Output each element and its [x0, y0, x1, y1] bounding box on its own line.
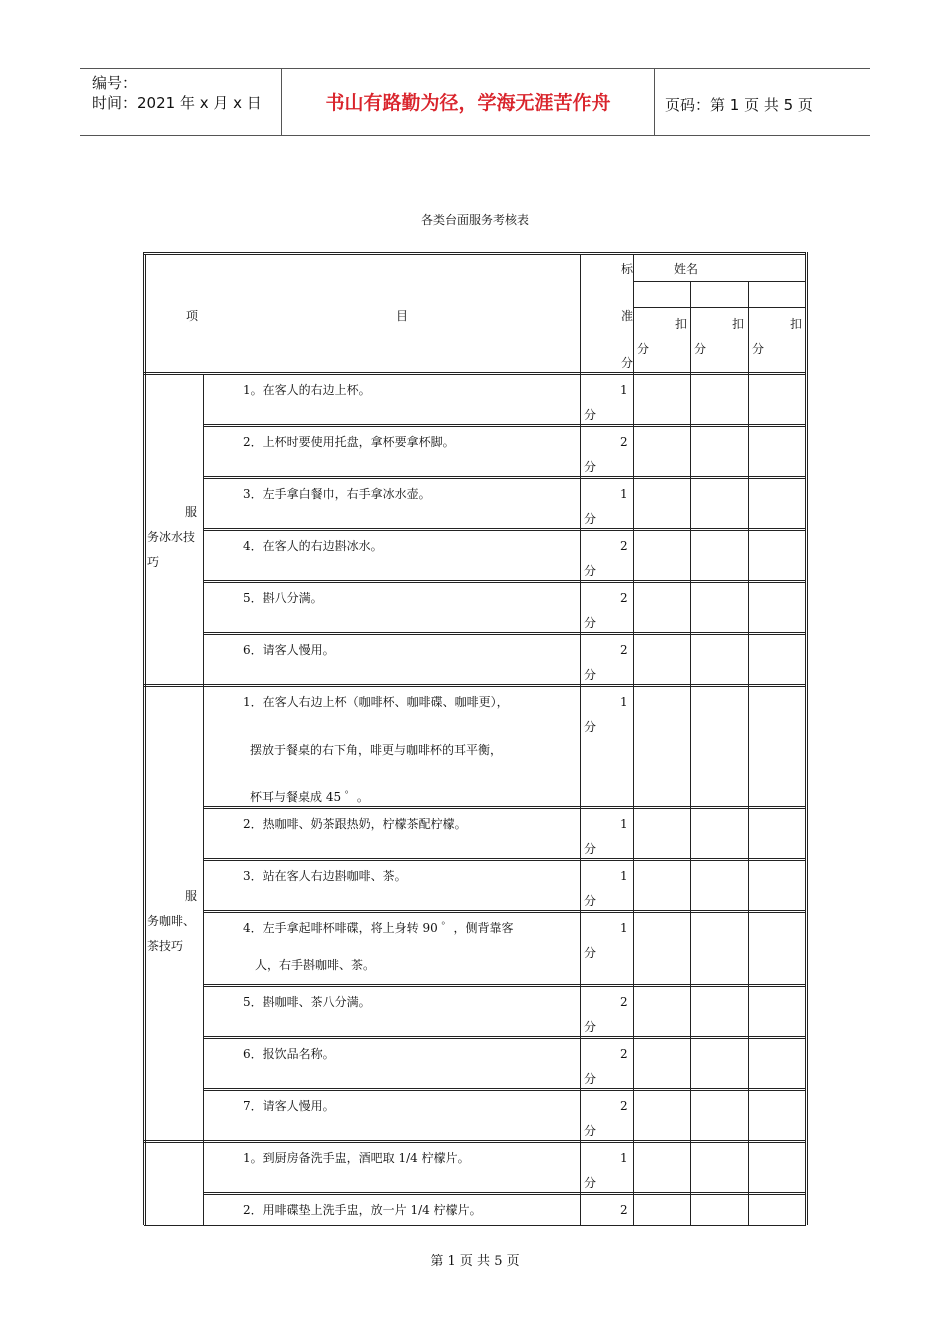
- header-bottom-line-2: [144, 374, 806, 375]
- criterion-text: 1．在客人右边上杯（咖啡杯、咖啡碟、咖啡更），: [243, 695, 509, 709]
- row-divider-name1: [633, 582, 634, 634]
- header-top-rule: [80, 68, 870, 69]
- header-divider-std: [580, 254, 581, 374]
- row-divider-name2: [690, 686, 691, 808]
- name-subrow-line-2: [633, 307, 806, 308]
- time-label: 时间：2021 年 x 月 x 日: [92, 94, 262, 112]
- standard-score: 1: [620, 695, 628, 709]
- section-name-line-2: 务冰水技: [147, 530, 196, 544]
- row-divider-std: [580, 478, 581, 530]
- row-divider-name3: [748, 582, 749, 634]
- row-divider-name1: [633, 374, 634, 426]
- header-divider-name: [633, 254, 634, 374]
- row-divider-name3: [748, 426, 749, 478]
- header-bottom-rule: [80, 135, 870, 136]
- standard-score: 1: [620, 487, 628, 501]
- criterion-text: 4．在客人的右边斟冰水。: [243, 539, 383, 553]
- row-divider-item: [203, 1038, 204, 1090]
- row-line-2: [203, 1090, 806, 1091]
- row-divider-item: [203, 374, 204, 426]
- standard-score: 2: [620, 995, 628, 1009]
- row-divider-name1: [633, 986, 634, 1038]
- section-name-line-1: 服: [185, 889, 198, 903]
- standard-score: 1: [620, 383, 628, 397]
- header-item: 项: [186, 309, 199, 323]
- row-divider-std: [580, 582, 581, 634]
- header-divider-col2: [690, 281, 691, 374]
- header-deduct-top-1: 扣: [675, 317, 688, 331]
- row-divider-std: [580, 1194, 581, 1225]
- row-line: [203, 806, 806, 807]
- standard-score: 1: [620, 817, 628, 831]
- row-divider-name1: [633, 1090, 634, 1142]
- standard-score-unit: 分: [584, 1020, 597, 1034]
- row-divider-name3: [748, 634, 749, 686]
- header-target: 目: [396, 309, 409, 323]
- row-divider-item: [203, 1142, 204, 1194]
- criterion-text: 2．热咖啡、奶茶跟热奶，柠檬茶配柠檬。: [243, 817, 467, 831]
- header-bottom-line: [144, 372, 806, 373]
- header-divider-col3: [748, 281, 749, 374]
- row-divider-item: [203, 478, 204, 530]
- row-divider-name1: [633, 686, 634, 808]
- criterion-text: 7．请客人慢用。: [243, 1099, 335, 1113]
- row-line-2: [203, 582, 806, 583]
- criterion-text: 2．上杯时要使用托盘，拿杯要拿杯脚。: [243, 435, 455, 449]
- row-line: [203, 632, 806, 633]
- header-name: 姓名: [674, 262, 699, 276]
- row-divider-std: [580, 634, 581, 686]
- header-std-2: 准: [621, 309, 634, 323]
- row-divider-name3: [748, 1142, 749, 1194]
- standard-score-unit: 分: [584, 946, 597, 960]
- row-divider-name3: [748, 374, 749, 426]
- row-divider-name1: [633, 860, 634, 912]
- criterion-text: 3．站在客人右边斟咖啡、茶。: [243, 869, 407, 883]
- criterion-text-line-2: 摆放于餐桌的右下角，啡更与咖啡杯的耳平衡，: [250, 743, 503, 757]
- row-divider-name1: [633, 634, 634, 686]
- row-divider-item: [203, 912, 204, 986]
- row-divider-std: [580, 1090, 581, 1142]
- row-divider-name3: [748, 986, 749, 1038]
- row-divider-name3: [748, 1090, 749, 1142]
- row-line-2: [203, 1038, 806, 1039]
- table-border-left: [145, 254, 146, 1225]
- row-line-2: [203, 634, 806, 635]
- row-divider-name1: [633, 530, 634, 582]
- row-divider-name3: [748, 860, 749, 912]
- row-line-2: [203, 530, 806, 531]
- row-line-2: [203, 986, 806, 987]
- row-divider-name2: [690, 582, 691, 634]
- standard-score-unit: 分: [584, 1124, 597, 1138]
- row-divider-std: [580, 1142, 581, 1194]
- standard-score-unit: 分: [584, 408, 597, 422]
- row-divider-item: [203, 1194, 204, 1225]
- table-border-right-outer: [807, 252, 808, 1225]
- row-divider-std: [580, 374, 581, 426]
- criterion-text: 6．请客人慢用。: [243, 643, 335, 657]
- standard-score-unit: 分: [584, 564, 597, 578]
- section-line-2: [144, 1142, 806, 1143]
- standard-score: 2: [620, 1099, 628, 1113]
- row-divider-std: [580, 426, 581, 478]
- row-divider-item: [203, 634, 204, 686]
- row-divider-std: [580, 808, 581, 860]
- section-name-line-3: 茶技巧: [147, 939, 184, 953]
- row-divider-name2: [690, 634, 691, 686]
- header-divider-right: [654, 68, 655, 136]
- page-info: 页码：第 1 页 共 5 页: [665, 96, 813, 114]
- standard-score-unit: 分: [584, 1176, 597, 1190]
- row-divider-name3: [748, 530, 749, 582]
- row-line: [203, 528, 806, 529]
- standard-score-unit: 分: [584, 1072, 597, 1086]
- criterion-text: 4．左手拿起啡杯啡碟，将上身转 90 ゜，侧背靠客: [243, 921, 514, 935]
- criterion-text: 6．报饮品名称。: [243, 1047, 335, 1061]
- header-std-3: 分: [621, 356, 634, 370]
- table-border-bottom: [144, 1225, 806, 1226]
- header-deduct-top-2: 扣: [732, 317, 745, 331]
- standard-score: 1: [620, 921, 628, 935]
- criterion-text: 5．斟八分满。: [243, 591, 323, 605]
- row-divider-name3: [748, 912, 749, 986]
- row-divider-name3: [748, 686, 749, 808]
- row-divider-item: [203, 860, 204, 912]
- standard-score-unit: 分: [584, 720, 597, 734]
- section-name-line-1: 服: [185, 505, 198, 519]
- row-divider-name1: [633, 426, 634, 478]
- section-name-line-2: 务咖啡、: [147, 914, 196, 928]
- row-divider-name1: [633, 1142, 634, 1194]
- row-line-2: [203, 808, 806, 809]
- row-line: [203, 984, 806, 985]
- standard-score-unit: 分: [584, 842, 597, 856]
- row-line-2: [203, 860, 806, 861]
- header-deduct-bottom-3: 分: [752, 342, 765, 356]
- row-divider-name2: [690, 808, 691, 860]
- table-border-left-outer: [143, 252, 144, 1225]
- criterion-text-line-3: 杯耳与餐桌成 45 ゜。: [250, 790, 369, 804]
- standard-score: 2: [620, 643, 628, 657]
- row-line: [203, 1192, 806, 1193]
- row-divider-item: [203, 808, 204, 860]
- header-deduct-top-3: 扣: [790, 317, 803, 331]
- row-divider-name2: [690, 1142, 691, 1194]
- row-divider-std: [580, 912, 581, 986]
- header-std-1: 标: [621, 262, 634, 276]
- section-line: [144, 1140, 806, 1141]
- row-divider-name3: [748, 1038, 749, 1090]
- row-divider-name2: [690, 374, 691, 426]
- row-line: [203, 1036, 806, 1037]
- row-line: [203, 580, 806, 581]
- row-divider-name2: [690, 478, 691, 530]
- standard-score: 1: [620, 1151, 628, 1165]
- name-subrow-line-1: [633, 281, 806, 282]
- row-divider-name3: [748, 478, 749, 530]
- standard-score: 2: [620, 1047, 628, 1061]
- row-divider-name1: [633, 1038, 634, 1090]
- criterion-text: 3．左手拿白餐巾，右手拿冰水壶。: [243, 487, 431, 501]
- row-divider-item: [203, 530, 204, 582]
- standard-score-unit: 分: [584, 616, 597, 630]
- criterion-text-line-2: 人，右手斟咖啡、茶。: [255, 958, 376, 972]
- criterion-text: 2．用啡碟垫上洗手盅，放一片 1/4 柠檬片。: [243, 1203, 482, 1217]
- motto: 书山有路勤为径，学海无涯苦作舟: [325, 92, 611, 114]
- section-line-2: [144, 686, 806, 687]
- row-divider-name3: [748, 808, 749, 860]
- standard-score: 2: [620, 1203, 628, 1217]
- row-divider-std: [580, 686, 581, 808]
- standard-score-unit: 分: [584, 512, 597, 526]
- row-line-2: [203, 426, 806, 427]
- row-divider-item: [203, 686, 204, 808]
- standard-score: 2: [620, 435, 628, 449]
- row-line: [203, 424, 806, 425]
- row-divider-item: [203, 986, 204, 1038]
- row-divider-name2: [690, 1194, 691, 1225]
- standard-score: 2: [620, 539, 628, 553]
- row-divider-name1: [633, 478, 634, 530]
- row-divider-item: [203, 582, 204, 634]
- header-deduct-bottom-2: 分: [694, 342, 707, 356]
- row-divider-std: [580, 530, 581, 582]
- row-divider-item: [203, 426, 204, 478]
- row-divider-name2: [690, 912, 691, 986]
- row-line: [203, 476, 806, 477]
- row-line: [203, 1088, 806, 1089]
- row-divider-name1: [633, 808, 634, 860]
- row-divider-name2: [690, 426, 691, 478]
- row-divider-name2: [690, 1038, 691, 1090]
- row-divider-name1: [633, 1194, 634, 1225]
- row-divider-name2: [690, 530, 691, 582]
- section-name-line-3: 巧: [147, 555, 160, 569]
- row-line-2: [203, 1194, 806, 1195]
- standard-score: 1: [620, 869, 628, 883]
- row-divider-name3: [748, 1194, 749, 1225]
- criterion-text: 5．斟咖啡、茶八分满。: [243, 995, 371, 1009]
- row-line-2: [203, 912, 806, 913]
- document-title: 各类台面服务考核表: [420, 213, 529, 227]
- header-deduct-bottom-1: 分: [637, 342, 650, 356]
- table-border-top: [144, 254, 806, 255]
- row-divider-std: [580, 986, 581, 1038]
- row-line: [203, 910, 806, 911]
- standard-score-unit: 分: [584, 894, 597, 908]
- table-border-top-outer: [144, 252, 806, 253]
- criterion-text: 1。在客人的右边上杯。: [243, 383, 371, 397]
- standard-score: 2: [620, 591, 628, 605]
- row-divider-item: [203, 1090, 204, 1142]
- standard-score-unit: 分: [584, 460, 597, 474]
- row-divider-name1: [633, 912, 634, 986]
- section-line: [144, 684, 806, 685]
- page-footer: 第 1 页 共 5 页: [430, 1254, 520, 1269]
- table-border-right: [805, 252, 806, 1225]
- serial-label: 编号：: [92, 74, 138, 92]
- row-divider-std: [580, 860, 581, 912]
- row-divider-name2: [690, 860, 691, 912]
- row-line-2: [203, 478, 806, 479]
- row-divider-std: [580, 1038, 581, 1090]
- standard-score-unit: 分: [584, 668, 597, 682]
- row-divider-name2: [690, 1090, 691, 1142]
- criterion-text: 1。到厨房备洗手盅，酒吧取 1/4 柠檬片。: [243, 1151, 470, 1165]
- row-divider-name2: [690, 986, 691, 1038]
- row-line: [203, 858, 806, 859]
